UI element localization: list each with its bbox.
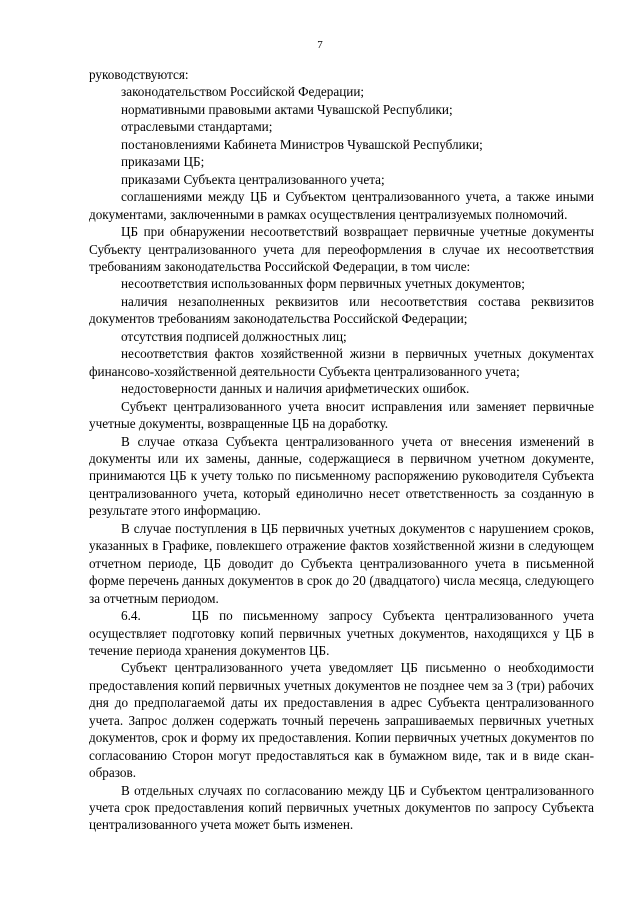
- paragraph-18: 6.4. ЦБ по письменному запросу Субъекта централизованного учета осуществляет подготовку копий первичных учетных документов, находящихся у ЦБ в течение периода хранения документов ЦБ.: [89, 608, 594, 658]
- paragraph-7: приказами Субъекта централизованного учета;: [121, 171, 385, 187]
- paragraph-2: законодательством Российской Федерации;: [121, 84, 365, 100]
- paragraph-3: нормативными правовыми актами Чувашской Республики;: [121, 101, 453, 117]
- paragraph-17: В случае поступления в ЦБ первичных учетных документов с нарушением сроков, указанных в Графике, повлекшего отражение фактов хозяйственной жизни в следующем отчетном периоде, ЦБ доводит до Субъекта централизованного учета в письменной форме перечень данных документов в срок до 20 (двадцатого) числа месяца, следующего за отчетным периодом.: [89, 520, 594, 606]
- paragraph-10: несоответствия использованных форм первичных учетных документов;: [121, 276, 525, 292]
- paragraph-13: несоответствия фактов хозяйственной жизни в первичных учетных документах финансово-хозяйственной деятельности Субъекта централизованного учета;: [89, 346, 594, 379]
- paragraph-5: постановлениями Кабинета Министров Чувашской Республики;: [121, 136, 483, 152]
- paragraph-11: наличия незаполненных реквизитов или несоответствия состава реквизитов документов требованиям законодательства Российской Федерации;: [89, 293, 594, 327]
- paragraph-6: приказами ЦБ;: [121, 154, 205, 170]
- paragraph-4: отраслевыми стандартами;: [121, 119, 273, 135]
- paragraph-9: ЦБ при обнаружении несоответствий возвращает первичные учетные документы Субъекту централизованного учета для переоформления в случае их несоответствия требованиям законодательства Российской Федерации, в том числе:: [89, 224, 594, 274]
- paragraph-20: В отдельных случаях по согласованию между ЦБ и Субъектом централизованного учета срок предоставления копий первичных учетных документов по запросу Субъекта централизованного учета может быть изменен.: [89, 782, 594, 833]
- paragraph-16: В случае отказа Субъекта централизованного учета от внесения изменений в документы или их замены, данные, содержащиеся в первичном учетном документе, принимаются ЦБ к учету только по письменному распоряжению руководителя Субъекта централизованного учета, который единолично несет ответственность за созданную в результате этого информацию.: [89, 433, 594, 519]
- paragraph-15: Субъект централизованного учета вносит исправления или заменяет первичные учетные документы, возвращенные ЦБ на доработку.: [89, 398, 594, 432]
- paragraph-12: отсутствия подписей должностных лиц;: [121, 328, 347, 344]
- paragraph-1: руководствуются:: [89, 67, 189, 82]
- paragraph-8: соглашениями между ЦБ и Субъектом централизованного учета, а также иными документами, заключенными в рамках осуществления централизуемых полномочий.: [89, 189, 594, 222]
- page-number: 7: [317, 39, 323, 51]
- page-body: [89, 66, 594, 834]
- paragraph-19: Субъект централизованного учета уведомляет ЦБ письменно о необходимости предоставления копий первичных учетных документов не позднее чем за 3 (три) рабочих дня до предполагаемой даты их предоставления в адрес Субъекта централизованного учета. Запрос должен содержать точный перечень запрашиваемых первичных учетных документов, срок и форму их предоставления. Копии первичных учетных документов по согласованию Сторон могут предоставляться как в бумажном виде, так и в виде скан-образов.: [89, 660, 594, 781]
- paragraph-14: недостоверности данных и наличия арифметических ошибок.: [121, 381, 470, 397]
